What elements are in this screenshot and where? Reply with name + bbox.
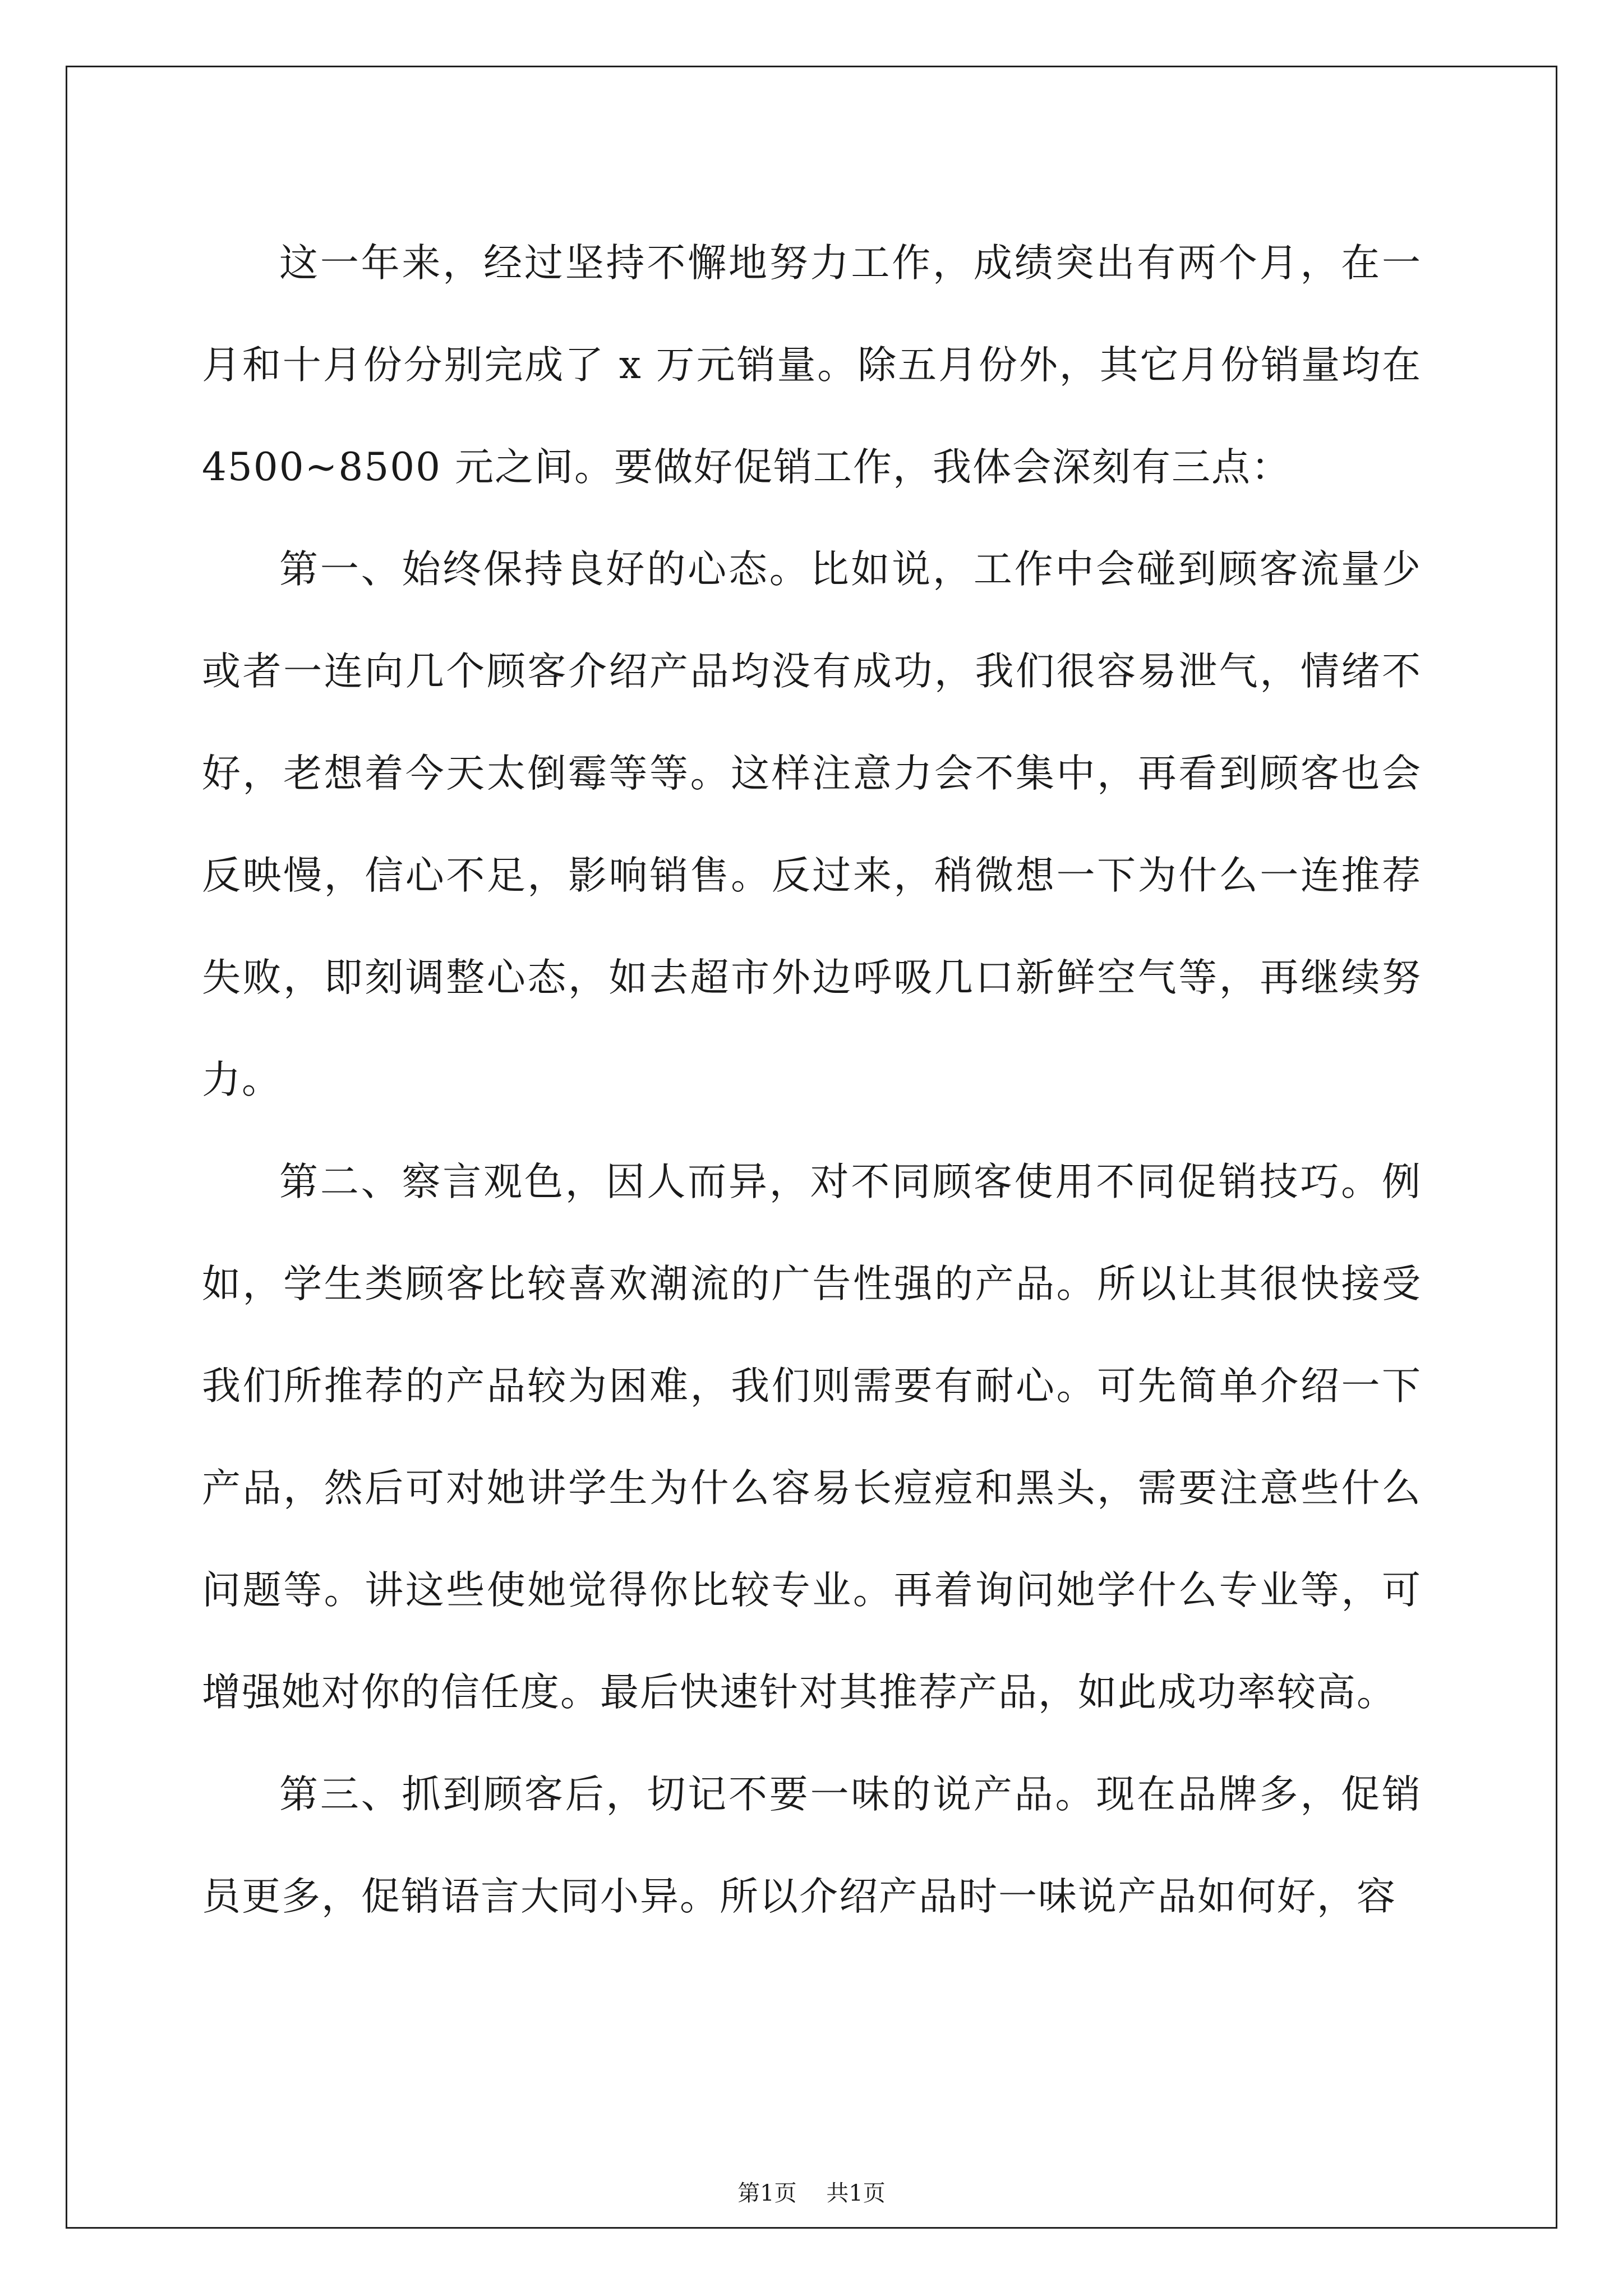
page-total: 共1页 — [826, 2180, 886, 2206]
paragraph-2: 第一、始终保持良好的心态。比如说，工作中会碰到顾客流量少或者一连向几个顾客介绍产品均没有成功，我们很容易泄气，情绪不好，老想着今天太倒霉等等。这样注意力会不集中，再看到顾客也会反映慢，信心不足，影响销售。反过来，稍微想一下为什么一连推荐失败，即刻调整心态，如去超市外边呼吸几口新鲜空气等，再继续努力。 — [202, 547, 1422, 1102]
document-body — [202, 212, 1422, 1948]
paragraph-1: 这一年来，经过坚持不懈地努力工作，成绩突出有两个月，在一月和十月份分别完成了 x 万元销量。除五月份外，其它月份销量均在4500~8500 元之间。要做好促销工作，我体会深刻有三点： — [202, 241, 1422, 490]
paragraph-3: 第二、察言观色，因人而异，对不同顾客使用不同促销技巧。例如，学生类顾客比较喜欢潮流的广告性强的产品。所以让其很快接受我们所推荐的产品较为困难，我们则需要有耐心。可先简单介绍一下产品，然后可对她讲学生为什么容易长痘痘和黑头，需要注意些什么问题等。讲这些使她觉得你比较专业。再着询问她学什么专业等，可增强她对你的信任度。最后快速针对其推荐产品，如此成功率较高。 — [202, 1159, 1422, 1715]
page-footer — [0, 2177, 1623, 2210]
paragraph-4: 第三、抓到顾客后，切记不要一味的说产品。现在品牌多，促销员更多，促销语言大同小异。所以介绍产品时一味说产品如何好，容 — [202, 1772, 1422, 1919]
page-number: 第1页 — [737, 2180, 797, 2206]
